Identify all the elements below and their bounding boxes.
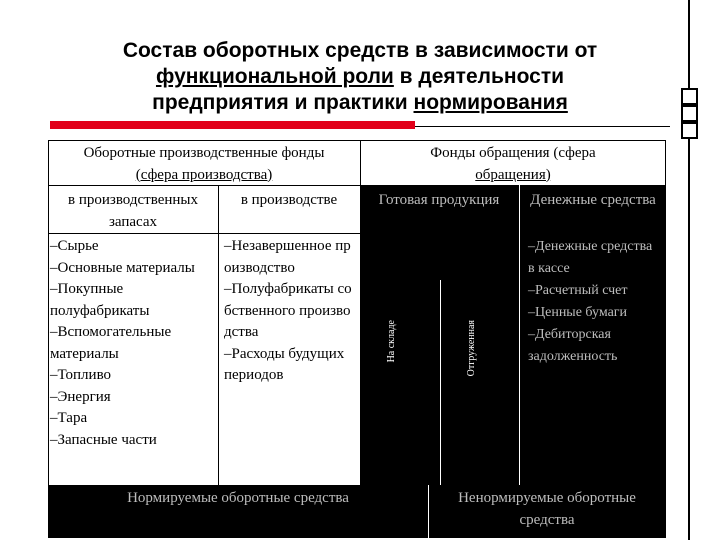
in-production-subheader: в производстве (240, 192, 338, 208)
production-circulation-divider (360, 140, 361, 485)
normalized-assets-label: Нормируемые оборотные средства (127, 490, 349, 506)
production-funds-header (48, 143, 360, 186)
shipped-vertical-label: Отгруженная (466, 320, 477, 377)
decorative-square-2 (681, 105, 698, 122)
stocks-item: –Покупные полуфабрикаты (50, 281, 150, 319)
production-items-list (224, 236, 354, 387)
title-line-2-rest: в деятельности (393, 65, 565, 88)
decorative-square-1 (681, 88, 698, 105)
title-line-3-pre: предприятия и практики (152, 91, 414, 114)
cash-item: –Дебиторская задолженность (528, 327, 618, 364)
stocks-items-list (50, 236, 216, 451)
production-funds-header-line2: (сфера производства) (135, 166, 273, 183)
stocks-item: –Топливо (50, 367, 112, 383)
stocks-item: –Запасные части (50, 431, 157, 448)
stocks-production-divider (218, 185, 219, 485)
production-funds-header-line1: Оборотные производственные фонды (83, 145, 325, 161)
cash-item: –Денежные средства в кассе (528, 239, 653, 276)
table-top-border (48, 140, 666, 141)
cash-items-list (528, 236, 660, 368)
finished-products-subheader: Готовая продукция (378, 192, 500, 208)
table-left-border (48, 140, 49, 538)
cash-item: –Расчетный счет (528, 283, 628, 298)
current-assets-table (48, 140, 666, 538)
stocks-item: –Тара (50, 410, 88, 426)
production-item: –Расходы будущих периодов (224, 345, 345, 383)
red-accent-bar (50, 121, 415, 129)
table-bottom-border (48, 537, 666, 538)
title-divider-line (415, 126, 670, 127)
warehouse-vertical-label: На складе (386, 320, 397, 363)
stocks-item: –Основные материалы (50, 259, 195, 276)
table-right-border (665, 140, 666, 538)
subheader-row-divider (48, 233, 360, 234)
title-underlined-normalization: нормирования (413, 91, 568, 114)
cash-item: –Ценные бумаги (528, 305, 628, 320)
production-item: –Незавершенное производство (224, 238, 351, 276)
decorative-vertical-line (688, 0, 690, 90)
title-underlined-functional-role: функциональной роли (155, 65, 394, 88)
vertical-labels-divider (440, 280, 441, 485)
circulation-funds-header (360, 143, 666, 186)
cash-subheader: Денежные средства (530, 192, 656, 208)
stocks-item: –Энергия (50, 388, 111, 405)
production-item: –Полуфабрикаты собственного производства (224, 281, 352, 340)
stocks-item: –Сырье (50, 238, 99, 254)
stocks-subheader: в производственных запасах (68, 192, 198, 230)
header-row-divider (48, 185, 360, 186)
finished-cash-divider (519, 185, 520, 485)
title-line-1: Состав оборотных средств в зависимости от (122, 39, 598, 62)
decorative-square-3 (681, 122, 698, 139)
decorative-vertical-line-lower (688, 139, 690, 540)
circulation-funds-header-line2: обращения) (475, 166, 551, 183)
footer-divider-vertical (428, 485, 429, 538)
circulation-funds-header-line1: Фонды обращения (сфера (430, 145, 596, 161)
footer-divider (48, 485, 666, 486)
stocks-item: –Вспомогательные материалы (50, 324, 172, 362)
slide-title (40, 38, 680, 116)
unnormalized-assets-label: Ненормируемые оборотные средства (458, 490, 636, 528)
